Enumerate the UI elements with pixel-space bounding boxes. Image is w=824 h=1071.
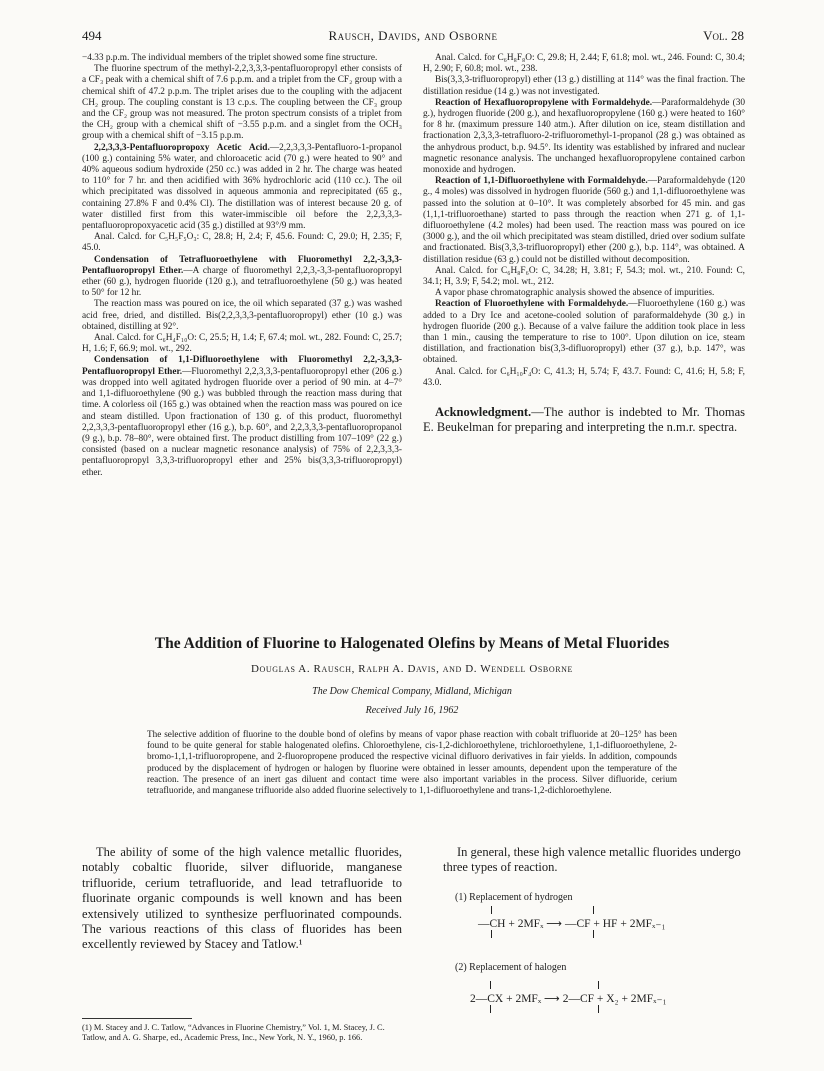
paragraph-text: —Fluoromethyl 2,2,3,3,3-pentafluoropropyl ether (206 g.) was dropped into well agitated hydrogen fluoride over a period of 90 min. at 4–7° and 1,1-difluoroethylene (90 g.) was bubbled through the reaction mass during that time. A colorless oil (165 g.) was obtained when the reaction mass was poured on ice and steam distilled. Upon fractionation of 130 g. of this product, fluoromethyl 2,2,3,3,3-pentafluoropropyl ether (16 g.), b.p. 60°, and 2,2,3,3,3-pentafluoropropanol (9 g.), b.p. 78–80°, were obtained first. The product distilling from 107–109° (22 g.) consisted (based on a nuclear magnetic resonance analysis) of 75% of 2,2,3,3,3-pentafluoropropyl 3,3,3-trifluoropropyl ether and 25% bis(3,3,3-trifluoropropyl) ether. (82, 366, 402, 478)
paragraph-text: —Paraformaldehyde (120 g., 4 moles) was dissolved in hydrogen fluoride (560 g.) and 1,1-difluoroethylene was passed into the solution at 0–10°. It was completely absorbed for 45 min. and gas (1,1,1-trifluoroethane) started to pass through the reaction when 271 g. of 1,1-difluoroethylene (4.2 moles) had been used. The reaction mass was poured on ice (3000 g.), and the oil which precipitated was steam distilled, dried over sodium sulfate and fractionated. Bis(3,3,3-trifluoropropyl) ether (200 g.), b.p. 114°, was obtained. A distillation residue (63 g.) could not be distilled without decomposition. (423, 176, 745, 265)
section-heading: Reaction of 1,1-Difluoroethylene with Formaldehyde. (435, 176, 648, 187)
paragraph-text: —2,2,3,3,3-Pentafluoro-1-propanol (100 g.) containing 5% water, and chloroacetic acid (70 g.) were heated to 90° and 40% aqueous sodium hydroxide (250 cc.) was added in 2 hr. The charge was heated to 110° for 7 hr. and then acidified with 36% hydrochloric acid (110 cc.). The oil which precipitated was dissolved in aqueous ammonia and reprecipitated (65 g., containing 27.8% F and 0.4% Cl). The distillation was of interest because 20 g. of water distilled first from this water-immiscible oil before the 2,2,3,3,3-pentafluoropropoxyacetic acid (35 g.) distilled at 93°/9 mm. (82, 142, 402, 232)
reaction-2-equation (470, 991, 667, 1005)
acknowledgment-heading: Acknowledgment. (435, 405, 532, 420)
paragraph-text: —A charge of fluoromethyl 2,2,3,-3,3-pentafluoropropyl ether (60 g.), hydrogen fluoride (120 g.), and tetrafluoroethylene (50 g.) was heated to 50° for 12 hr. (82, 265, 402, 299)
paragraph: Bis(3,3,3-trifluoropropyl) ether (13 g.) distilling at 114° was the final fraction. The distillation residue (14 g.) was not investigated. (423, 75, 745, 97)
paragraph: The reaction mass was poured on ice, the oil which separated (37 g.) was washed acid free, dried, and distilled. Bis(2,2,3,3,3-pentafluoropropyl) ether (10 g.) was obtained, distilling at 92°. (82, 299, 402, 332)
footnote: (1) M. Stacey and J. C. Tatlow, “Advances in Fluorine Chemistry,” Vol. 1, M. Stacey, J. C. Tatlow, and A. G. Sharpe, ed., Academic Press, Inc., New York, N. Y., 1960, p. 166. (82, 1023, 385, 1043)
article-authors: Douglas A. Rausch, Ralph A. Davis, and D. Wendell Osborne (250, 663, 574, 675)
bond-line (593, 906, 594, 914)
paragraph (423, 176, 745, 266)
bond-line (491, 906, 492, 914)
reaction-2-lhs: 2—CX + 2MFₓ (470, 993, 542, 1005)
bond-line (598, 1005, 599, 1013)
running-head (82, 28, 744, 46)
paragraph: The fluorine spectrum of the methyl-2,2,3,3,3-pentafluoropropyl ether consists of a CF₃ peak with a chemical shift of 7.6 p.p.m. and a triplet from the CF₂ group with a chemical shift of 47.2 p.p.m. The triplet arises due to the coupling with the adjacent CH₂ group. The coupling constant is 13 c.p.s. The coupling between the CF₃ group and the CF₂ group was not measured. The proton spectrum consists of a triplet from the CH₂ group with a chemical shift of −3.55 p.p.m. and a singlet from the OCH₃ group with a chemical shift of −3.15 p.p.m. (82, 64, 402, 142)
right-intro-text: In general, these high valence metallic fluorides undergo three types of reaction. (443, 845, 741, 875)
section-heading: 2,2,3,3,3-Pentafluoropropoxy Acetic Acid. (94, 142, 270, 153)
paragraph: Anal. Calcd. for C₆H₈F₈O: C, 29.8; H, 2.44; F, 61.8; mol. wt., 246. Found: C, 30.4; H, 2.90; F, 60.8; mol. wt., 238. (423, 53, 745, 75)
right-text-column (423, 53, 745, 436)
volume-label: Vol. 28 (703, 28, 744, 43)
intro-paragraph (82, 845, 402, 953)
paragraph (82, 355, 402, 478)
paragraph-text: —Paraformaldehyde (30 g.), hydrogen fluoride (200 g.), and hexafluoropropylene (160 g.) were heated to 160° for 8 hr. (maximum pressure 140 atm.). After dilution on ice, steam distillation and fractionation 2,3,3,3-tetrafluoro-2-trifluoromethyl-1-propanol (28 g.) was obtained as the anhydrous product, b.p. 94.5°. Its identity was established by infrared and nuclear magnetic resonance analysis. The unchanged hexafluoropropylene contained carbon monoxide and hydrogen. (423, 97, 745, 176)
reaction-1-lhs: —CH + 2MFₓ (478, 918, 544, 930)
running-head-authors: Rausch, Davids, and Osborne (328, 28, 498, 43)
received-date: Received July 16, 1962 (365, 705, 459, 716)
intro-text: The ability of some of the high valence metallic fluorides, notably cobaltic fluoride, silver difluoride, manganese trifluoride, cerium tetrafluoride, and lead tetrafluoride to fluorinate organic compounds is well known and has been extensively utilized to synthesize perfluorinated compounds. The various reactions of this class of fluorides has been excellently reviewed by Stacey and Tatlow.¹ (82, 845, 402, 952)
right-intro-paragraph (443, 845, 745, 876)
reaction-2-rhs: 2—CF + X₂ + 2MFₓ₋₁ (562, 993, 667, 1005)
reaction-arrow-icon: ⟶ (546, 917, 563, 930)
paragraph: A vapor phase chromatographic analysis showed the absence of impurities. (435, 288, 715, 299)
abstract: The selective addition of fluorine to the double bond of olefins by means of vapor phase reaction with cobalt trifluoride at 20–125° has been found to be quite general for stable halogenated olefins. Chloroethylene, cis-1,2-dichloroethylene, trichloroethylene, 1,1-difluoroethylene, 2-bromo-1,1,1-trifluoropropene, and 2-fluoropropene produced the respective vicinal difluoro derivatives in fair yields. In addition, compounds produced by the displacement of hydrogen or halogen by fluorine were obtained in lesser amounts, dependent upon the temperature of the reaction. The presence of an inert gas diluent and contact time were also important variables in the process. Silver difluoride, cerium tetrafluoride, and manganese trifluoride also added fluorine selectively to 1,1-difluoroethylene and trans-1,2-dichloroethylene. (147, 729, 677, 796)
paragraph: Anal. Calcd. for C₆H₈F₆O: C, 34.28; H, 3.81; F, 54.3; mol. wt., 210. Found: C, 34.1; H, 3.9; F, 54.2; mol. wt., 212. (423, 265, 745, 288)
paragraph (82, 255, 402, 300)
paragraph: Anal. Calcd. for C₅H₅F₅O₃: C, 28.8; H, 2.4; F, 45.6. Found: C, 29.0; H, 2.35; F, 45.0. (82, 232, 402, 254)
left-text-column (82, 53, 402, 479)
affiliation: The Dow Chemical Company, Midland, Michigan (312, 686, 512, 697)
reaction-1-equation (478, 916, 665, 930)
page-number: 494 (82, 28, 102, 43)
reaction-2-label: (2) Replacement of halogen (455, 962, 567, 973)
paragraph: Anal. Calcd. for C₆H₄F₁₀O: C, 25.5; H, 1.4; F, 67.4; mol. wt., 282. Found: C, 25.7; H, 1.6; F, 66.9; mol. wt., 292. (82, 333, 402, 355)
footnote-rule (82, 1018, 192, 1019)
paragraph: Anal. Calcd. for C₆H₁₀F₄O: C, 41.3; H, 5.74; F, 43.7. Found: C, 41.6; H, 5.8; F, 43.0. (423, 366, 745, 388)
article-title: The Addition of Fluorine to Halogenated Olefins by Means of Metal Fluorides (154, 635, 670, 652)
paragraph (423, 98, 745, 176)
section-heading: Condensation of 1,1-Difluoroethylene with Fluoromethyl 2,2,-3,3,3-Pentafluoropropyl Ether. (82, 355, 402, 377)
section-heading: Reaction of Fluoroethylene with Formaldehyde. (435, 299, 629, 310)
acknowledgment-text: —The author is indebted to Mr. Thomas E. Beukelman for preparing and interpreting the n.m.r. spectra. (423, 405, 745, 435)
bond-line (593, 930, 594, 938)
paragraph-text: —Fluoroethylene (160 g.) was added to a Dry Ice and acetone-cooled solution of paraformaldehyde (30 g.) in hydrogen fluoride (200 g.). Because of a valve failure the addition took place in less than 1 min., causing the temperature to rise to 100°. Upon dilution on ice, steam distillation, and fractionation bis(3,3-difluoropropyl) ether (37 g.), b.p. 147°, was obtained. (423, 299, 746, 366)
section-heading: Reaction of Hexafluoropropylene with Formaldehyde. (435, 97, 653, 108)
bond-line (491, 930, 492, 938)
bond-line (490, 981, 491, 989)
reaction-1-label: (1) Replacement of hydrogen (455, 892, 573, 903)
section-heading: Condensation of Tetrafluoroethylene with Fluoromethyl 2,2,-3,3,3-Pentafluoropropyl Ether. (82, 254, 402, 276)
bond-line (490, 1005, 491, 1013)
paragraph (82, 143, 402, 233)
bond-line (598, 981, 599, 989)
paragraph (423, 299, 745, 366)
acknowledgment (423, 405, 745, 435)
paragraph: −4.33 p.p.m. The individual members of the triplet showed some fine structure. (82, 53, 378, 63)
reaction-arrow-icon: ⟶ (544, 992, 560, 1005)
reaction-1-rhs: —CF + HF + 2MFₓ₋₁ (564, 918, 666, 930)
